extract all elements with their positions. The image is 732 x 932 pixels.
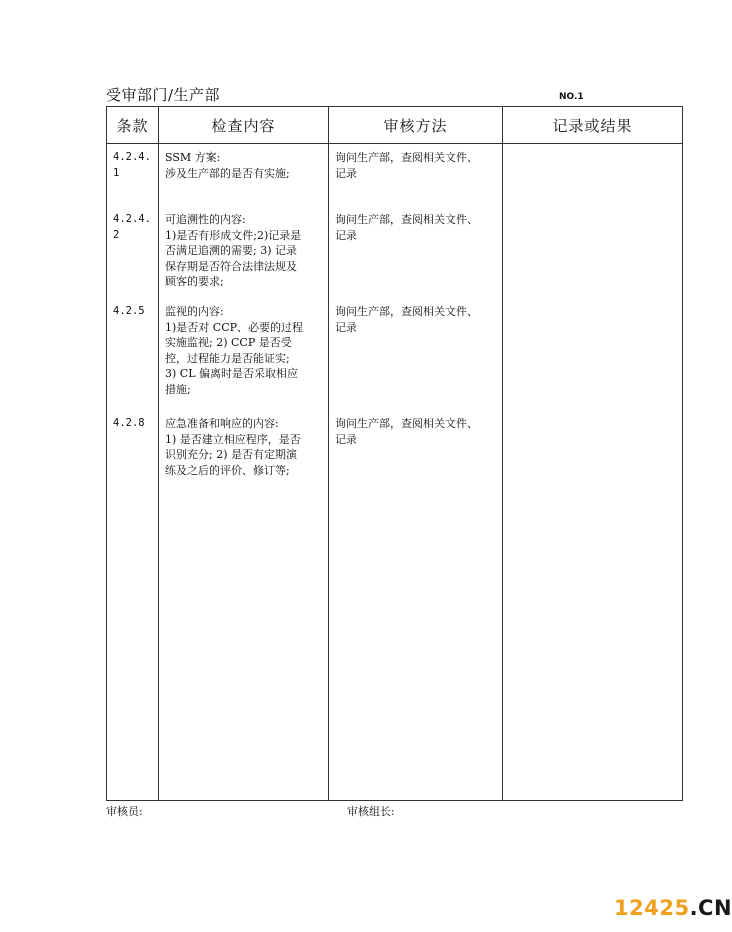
form-number: NO.1: [559, 92, 584, 102]
column-header-clause: 条款: [107, 107, 159, 144]
content-text: 识别充分; 2) 是否有定期演: [165, 448, 297, 461]
content-text: 可追溯性的内容:: [165, 213, 246, 226]
content-text: 保存期是否符合法律法规及: [165, 259, 297, 273]
clause-text: 4.2.8: [113, 417, 145, 429]
method-text: 询问生产部，查阅相关文件、: [335, 213, 478, 226]
content-text: 应急准备和响应的内容:: [165, 417, 279, 430]
watermark-domain: .CN: [689, 896, 732, 920]
clause-text: 4.2.4.: [113, 213, 151, 225]
method-entry: [335, 150, 496, 212]
content-text: 实施监视; 2) CCP 是否受: [165, 336, 292, 349]
method-entry: [335, 416, 496, 447]
content-text: 1)是否有形成文件;2)记录是: [165, 228, 302, 242]
team-leader-signature-label: 审核组长:: [347, 805, 395, 818]
result-cell: [503, 144, 683, 801]
audited-department: 受审部门/生产部: [106, 86, 221, 104]
method-text: 记录: [335, 166, 357, 180]
table-header-row: [107, 107, 683, 144]
column-header-result: 记录或结果: [503, 107, 683, 144]
clause-entry: [113, 304, 158, 416]
method-text: 记录: [335, 432, 357, 446]
audit-checklist-table: [106, 106, 683, 801]
clause-cell: [107, 144, 159, 801]
method-text: 询问生产部，查阅相关文件、: [335, 305, 478, 318]
content-text: 练及之后的评价、修订等;: [165, 463, 290, 477]
table-row: [107, 144, 683, 801]
method-entry: [335, 212, 496, 304]
content-text: 否满足追溯的需要; 3) 记录: [165, 244, 297, 257]
content-text: 控，过程能力是否能证实;: [165, 351, 290, 365]
column-header-content: 检查内容: [159, 107, 329, 144]
content-text: 措施;: [165, 382, 191, 396]
auditor-signature-label: 审核员:: [106, 805, 143, 818]
content-text: SSM 方案:: [165, 151, 221, 164]
content-text: 监视的内容:: [165, 305, 224, 318]
clause-entry: [113, 416, 158, 432]
watermark-number: 12425: [614, 896, 690, 920]
clause-text: 4.2.4.: [113, 151, 151, 163]
clause-text: 2: [113, 228, 120, 241]
content-cell: [159, 144, 329, 801]
clause-entry: [113, 150, 158, 212]
site-watermark: [614, 896, 732, 920]
content-text: 1)是否对 CCP、必要的过程: [165, 320, 304, 334]
method-text: 记录: [335, 228, 357, 242]
method-text: 记录: [335, 320, 357, 334]
clause-text: 1: [113, 166, 120, 179]
content-entry: [165, 212, 322, 304]
content-text: 3) CL 偏离时是否采取相应: [165, 367, 299, 380]
content-text: 涉及生产部的是否有实施;: [165, 166, 290, 180]
method-text: 询问生产部，查阅相关文件、: [335, 151, 478, 164]
content-entry: [165, 416, 322, 478]
method-entry: [335, 304, 496, 416]
column-header-method: 审核方法: [329, 107, 503, 144]
content-text: 1) 是否建立相应程序，是否: [165, 432, 301, 446]
content-entry: [165, 304, 322, 416]
clause-entry: [113, 212, 158, 304]
method-cell: [329, 144, 503, 801]
content-entry: [165, 150, 322, 212]
content-text: 顾客的要求;: [165, 275, 224, 288]
method-text: 询问生产部，查阅相关文件、: [335, 417, 478, 430]
clause-text: 4.2.5: [113, 305, 145, 317]
